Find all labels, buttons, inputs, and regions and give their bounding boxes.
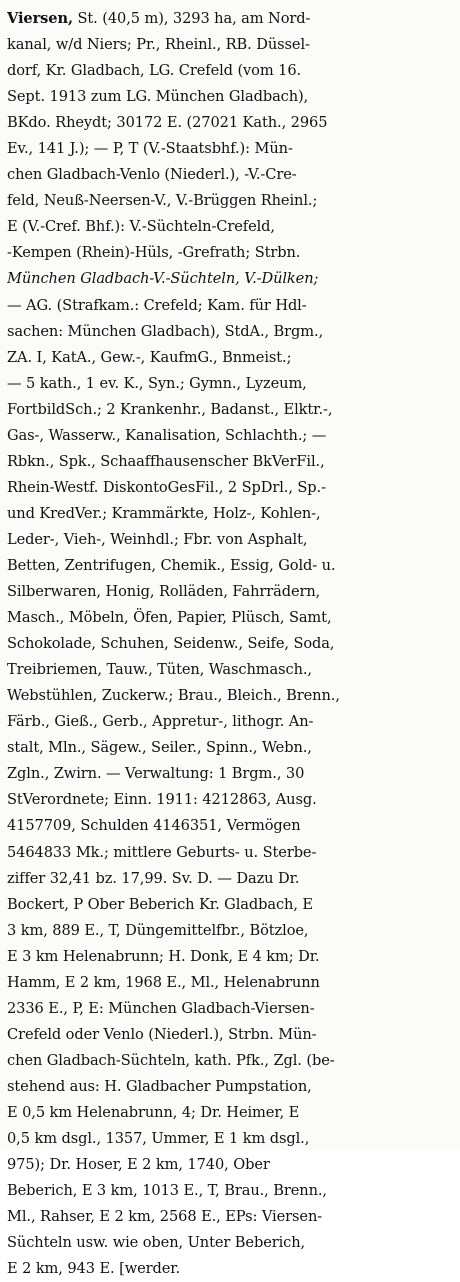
entry-line-23: Silberwaren, Honig, Rolläden, Fahrrädern, [7,583,321,601]
entry-line-28: Färb., Gieß., Gerb., Appretur-, lithogr. An- [7,713,314,731]
entry-line-19: Rhein-Westf. DiskontoGesFil., 2 SpDrl., Sp.- [7,478,326,496]
entry-line-14: ZA. I, KatA., Gew.-, KaufmG., Bnmeist.; [7,348,292,366]
entry-line-45: 975); Dr. Hoser, E 2 km, 1740, Ober [7,1156,270,1174]
entry-line-40: Crefeld oder Venlo (Niederl.), Strbn. Mün- [7,1025,317,1043]
entry-line-41: chen Gladbach-Süchteln, kath. Pfk., Zgl. (be- [7,1051,335,1069]
entry-line-18: Rbkn., Spk., Schaaffhausenscher BkVerFil., [7,452,325,470]
entry-line-35: Bockert, P Ober Beberich Kr. Gladbach, E [7,895,313,913]
entry-line-34: ziffer 32,41 bz. 17,99. Sv. D. — Dazu Dr. [7,869,300,887]
entry-line-47: Ml., Rahser, E 2 km, 2568 E., EPs: Viersen- [7,1208,323,1226]
entry-line-29: stalt, Mln., Sägew., Seiler., Spinn., Webn., [7,739,312,757]
gazetteer-entry-viersen [7,6,453,1282]
entry-line-38: Hamm, E 2 km, 1968 E., Ml., Helenabrunn [7,973,320,991]
entry-line-2: kanal, w/d Niers; Pr., Rheinl., RB. Düssel- [7,36,310,54]
entry-line-27: Webstühlen, Zuckerw.; Brau., Bleich., Brenn., [7,687,340,705]
entry-line-37: E 3 km Helenabrunn; H. Donk, E 4 km; Dr. [7,947,320,965]
entry-headword: Viersen, [7,10,73,27]
entry-line-3: dorf, Kr. Gladbach, LG. Crefeld (vom 16. [7,62,302,80]
entry-line-43: E 0,5 km Helenabrunn, 4; Dr. Heimer, E [7,1103,300,1121]
entry-line-7: chen Gladbach-Venlo (Niederl.), -V.-Cre- [7,166,297,184]
entry-line-4: Sept. 1913 zum LG. München Gladbach), [7,88,309,106]
entry-line-17: Gas-, Wasserw., Kanalisation, Schlachth.; — [7,426,327,444]
entry-line-5: BKdo. Rheydt; 30172 E. (27021 Kath., 2965 [7,114,328,132]
entry-line-1 [7,6,453,32]
entry-line-21: Leder-, Vieh-, Weinhdl.; Fbr. von Asphalt, [7,530,308,548]
entry-line-16: FortbildSch.; 2 Krankenhr., Badanst., Elktr.-, [7,400,333,418]
entry-line-42: stehend aus: H. Gladbacher Pumpstation, [7,1077,312,1095]
entry-line-11: München Gladbach-V.-Süchteln, V.-Dülken; [7,270,319,288]
entry-line-13: sachen: München Gladbach), StdA., Brgm., [7,322,324,340]
entry-line-8: feld, Neuß-Neersen-V., V.-Brüggen Rheinl.; [7,192,318,210]
entry-line-32: 4157709, Schulden 4146351, Vermögen [7,817,301,835]
entry-line-10: -Kempen (Rhein)-Hüls, -Grefrath; Strbn. [7,244,301,262]
entry-line-46: Beberich, E 3 km, 1013 E., T, Brau., Brenn., [7,1182,327,1200]
entry-line-9: E (V.-Cref. Bhf.): V.-Süchteln-Crefeld, [7,218,275,236]
entry-line-31: StVerordnete; Einn. 1911: 4212863, Ausg. [7,791,317,809]
entry-line-6: Ev., 141 J.); — P, T (V.-Staatsbhf.): Mün- [7,140,293,158]
entry-line-36: 3 km, 889 E., T, Düngemittelfbr., Bötzloe, [7,921,309,939]
entry-line-30: Zgln., Zwirn. — Verwaltung: 1 Brgm., 30 [7,765,305,783]
entry-line-26: Treibriemen, Tauw., Tüten, Waschmasch., [7,661,312,679]
entry-line-12: — AG. (Strafkam.: Crefeld; Kam. für Hdl- [7,296,307,314]
entry-line-33: 5464833 Mk.; mittlere Geburts- u. Sterbe- [7,843,317,861]
entry-line-24: Masch., Möbeln, Öfen, Papier, Plüsch, Samt, [7,609,332,627]
entry-line-48: Süchteln usw. wie oben, Unter Beberich, [7,1234,306,1252]
entry-line-20: und KredVer.; Krammärkte, Holz-, Kohlen-, [7,504,321,522]
entry-line-22: Betten, Zentrifugen, Chemik., Essig, Gold- u. [7,556,336,574]
entry-line-1-text: St. (40,5 m), 3293 ha, am Nord- [72,10,311,27]
entry-line-49: E 2 km, 943 E. [werder. [7,1260,181,1278]
entry-line-25: Schokolade, Schuhen, Seidenw., Seife, Soda, [7,635,335,653]
entry-line-15: — 5 kath., 1 ev. K., Syn.; Gymn., Lyzeum, [7,374,307,392]
entry-line-44: 0,5 km dsgl., 1357, Ummer, E 1 km dsgl., [7,1130,310,1148]
entry-line-39: 2336 E., P, E: München Gladbach-Viersen- [7,999,315,1017]
